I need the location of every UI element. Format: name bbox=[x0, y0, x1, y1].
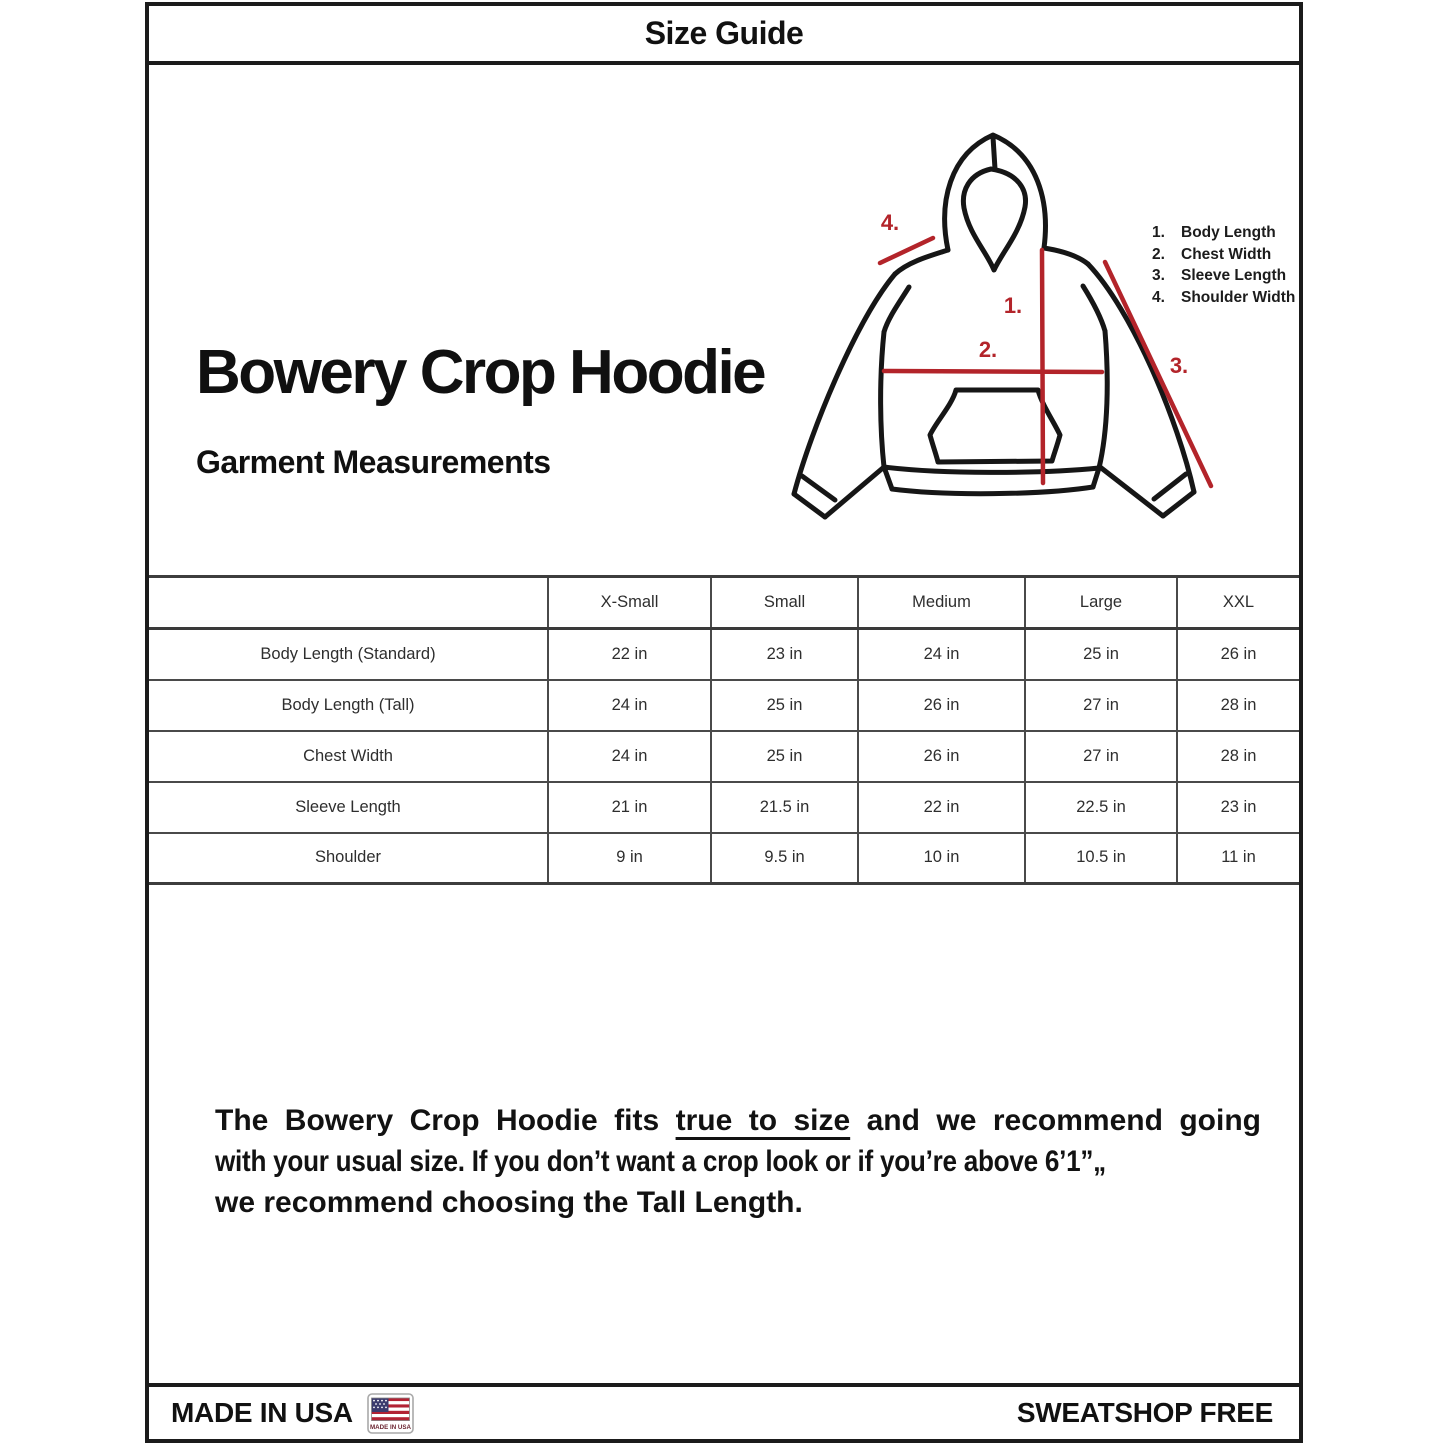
row-label: Chest Width bbox=[303, 746, 393, 765]
cell-xsmall: 24 in bbox=[548, 731, 711, 782]
usa-flag-icon bbox=[367, 1393, 414, 1434]
cell-xxl: 28 in bbox=[1177, 680, 1299, 731]
table-row bbox=[149, 731, 1299, 782]
cell-medium: 10 in bbox=[858, 833, 1025, 884]
legend-item-number: 3. bbox=[1152, 267, 1165, 285]
cell-xxl: 23 in bbox=[1177, 782, 1299, 833]
cell-large: 25 in bbox=[1025, 629, 1177, 680]
fit-note-underlined-text: true to size bbox=[675, 1104, 851, 1137]
row-label: Body Length (Standard) bbox=[260, 644, 436, 663]
marker-3: 3. bbox=[1169, 353, 1189, 378]
cell-xsmall: 22 in bbox=[548, 629, 711, 680]
marker-2: 2. bbox=[978, 337, 998, 362]
row-label: Shoulder bbox=[314, 848, 382, 867]
cell-xxl: 11 in bbox=[1177, 833, 1299, 884]
legend-item-label: Sleeve Length bbox=[1181, 267, 1287, 285]
cell-small: 9.5 in bbox=[711, 833, 858, 884]
legend-item-label: Chest Width bbox=[1181, 245, 1272, 263]
product-title: Bowery Crop Hoodie bbox=[196, 338, 765, 407]
fit-note-text: The Bowery Crop Hoodie fits bbox=[215, 1104, 676, 1137]
table-row bbox=[149, 833, 1299, 884]
legend-item-number: 2. bbox=[1152, 245, 1165, 263]
legend-item bbox=[1152, 222, 1295, 244]
hoodie-measurement-diagram bbox=[780, 110, 1320, 550]
legend-item bbox=[1152, 244, 1295, 266]
col-header-medium: Medium bbox=[858, 577, 1025, 629]
cell-xxl: 26 in bbox=[1177, 629, 1299, 680]
cell-large: 27 in bbox=[1025, 680, 1177, 731]
cell-small: 23 in bbox=[711, 629, 858, 680]
cell-small: 21.5 in bbox=[711, 782, 858, 833]
col-header-xsmall: X-Small bbox=[548, 577, 711, 629]
cell-xsmall: 24 in bbox=[548, 680, 711, 731]
table-row bbox=[149, 782, 1299, 833]
table-row bbox=[149, 629, 1299, 680]
product-subtitle: Garment Measurements bbox=[196, 444, 551, 480]
cell-xsmall: 21 in bbox=[548, 782, 711, 833]
col-header-xxl: XXL bbox=[1177, 577, 1299, 629]
cell-medium: 26 in bbox=[858, 680, 1025, 731]
size-guide-card bbox=[145, 2, 1303, 1443]
legend-item-number: 4. bbox=[1152, 288, 1165, 306]
legend-item-number: 1. bbox=[1152, 224, 1165, 241]
col-header-large: Large bbox=[1025, 577, 1177, 629]
cell-medium: 24 in bbox=[858, 629, 1025, 680]
fit-note-line-3: we recommend choosing the Tall Length. bbox=[215, 1186, 803, 1219]
cell-xsmall: 9 in bbox=[548, 833, 711, 884]
flag-stripes bbox=[371, 1398, 409, 1421]
fit-note-text: and we recommend going bbox=[850, 1104, 1261, 1137]
marker-1: 1. bbox=[1003, 293, 1023, 318]
header-bar bbox=[149, 6, 1299, 65]
body-length-line bbox=[1042, 250, 1043, 483]
size-table bbox=[149, 575, 1299, 885]
fit-note-line-2: with your usual size. If you don’t want a crop look or if you’re above 6’1”„ bbox=[215, 1145, 1106, 1178]
cell-small: 25 in bbox=[711, 680, 858, 731]
cell-xxl: 28 in bbox=[1177, 731, 1299, 782]
cell-large: 27 in bbox=[1025, 731, 1177, 782]
row-label: Body Length (Tall) bbox=[281, 695, 415, 714]
footer-bar bbox=[149, 1383, 1299, 1439]
cell-medium: 26 in bbox=[858, 731, 1025, 782]
legend-item-label: Shoulder Width bbox=[1181, 288, 1296, 306]
cell-large: 22.5 in bbox=[1025, 782, 1177, 833]
cell-small: 25 in bbox=[711, 731, 858, 782]
sweatshop-free-label: SWEATSHOP FREE bbox=[1016, 1397, 1273, 1428]
legend-item bbox=[1152, 265, 1295, 287]
col-header-blank bbox=[149, 577, 548, 629]
cell-large: 10.5 in bbox=[1025, 833, 1177, 884]
row-label: Sleeve Length bbox=[295, 797, 401, 816]
fit-note bbox=[215, 1100, 1261, 1223]
chest-width-line bbox=[884, 371, 1102, 372]
col-header-small: Small bbox=[711, 577, 858, 629]
marker-4: 4. bbox=[880, 210, 900, 235]
flag-caption: MADE IN USA bbox=[369, 1423, 411, 1431]
fit-note-line-1 bbox=[215, 1100, 1261, 1141]
legend-item-label: Body Length bbox=[1181, 224, 1276, 241]
page-title: Size Guide bbox=[644, 15, 804, 51]
legend-item bbox=[1152, 287, 1295, 309]
measurement-legend bbox=[1152, 222, 1295, 308]
made-in-usa-label: MADE IN USA bbox=[171, 1397, 353, 1428]
cell-medium: 22 in bbox=[858, 782, 1025, 833]
table-row bbox=[149, 680, 1299, 731]
size-table-header-row bbox=[149, 577, 1299, 629]
